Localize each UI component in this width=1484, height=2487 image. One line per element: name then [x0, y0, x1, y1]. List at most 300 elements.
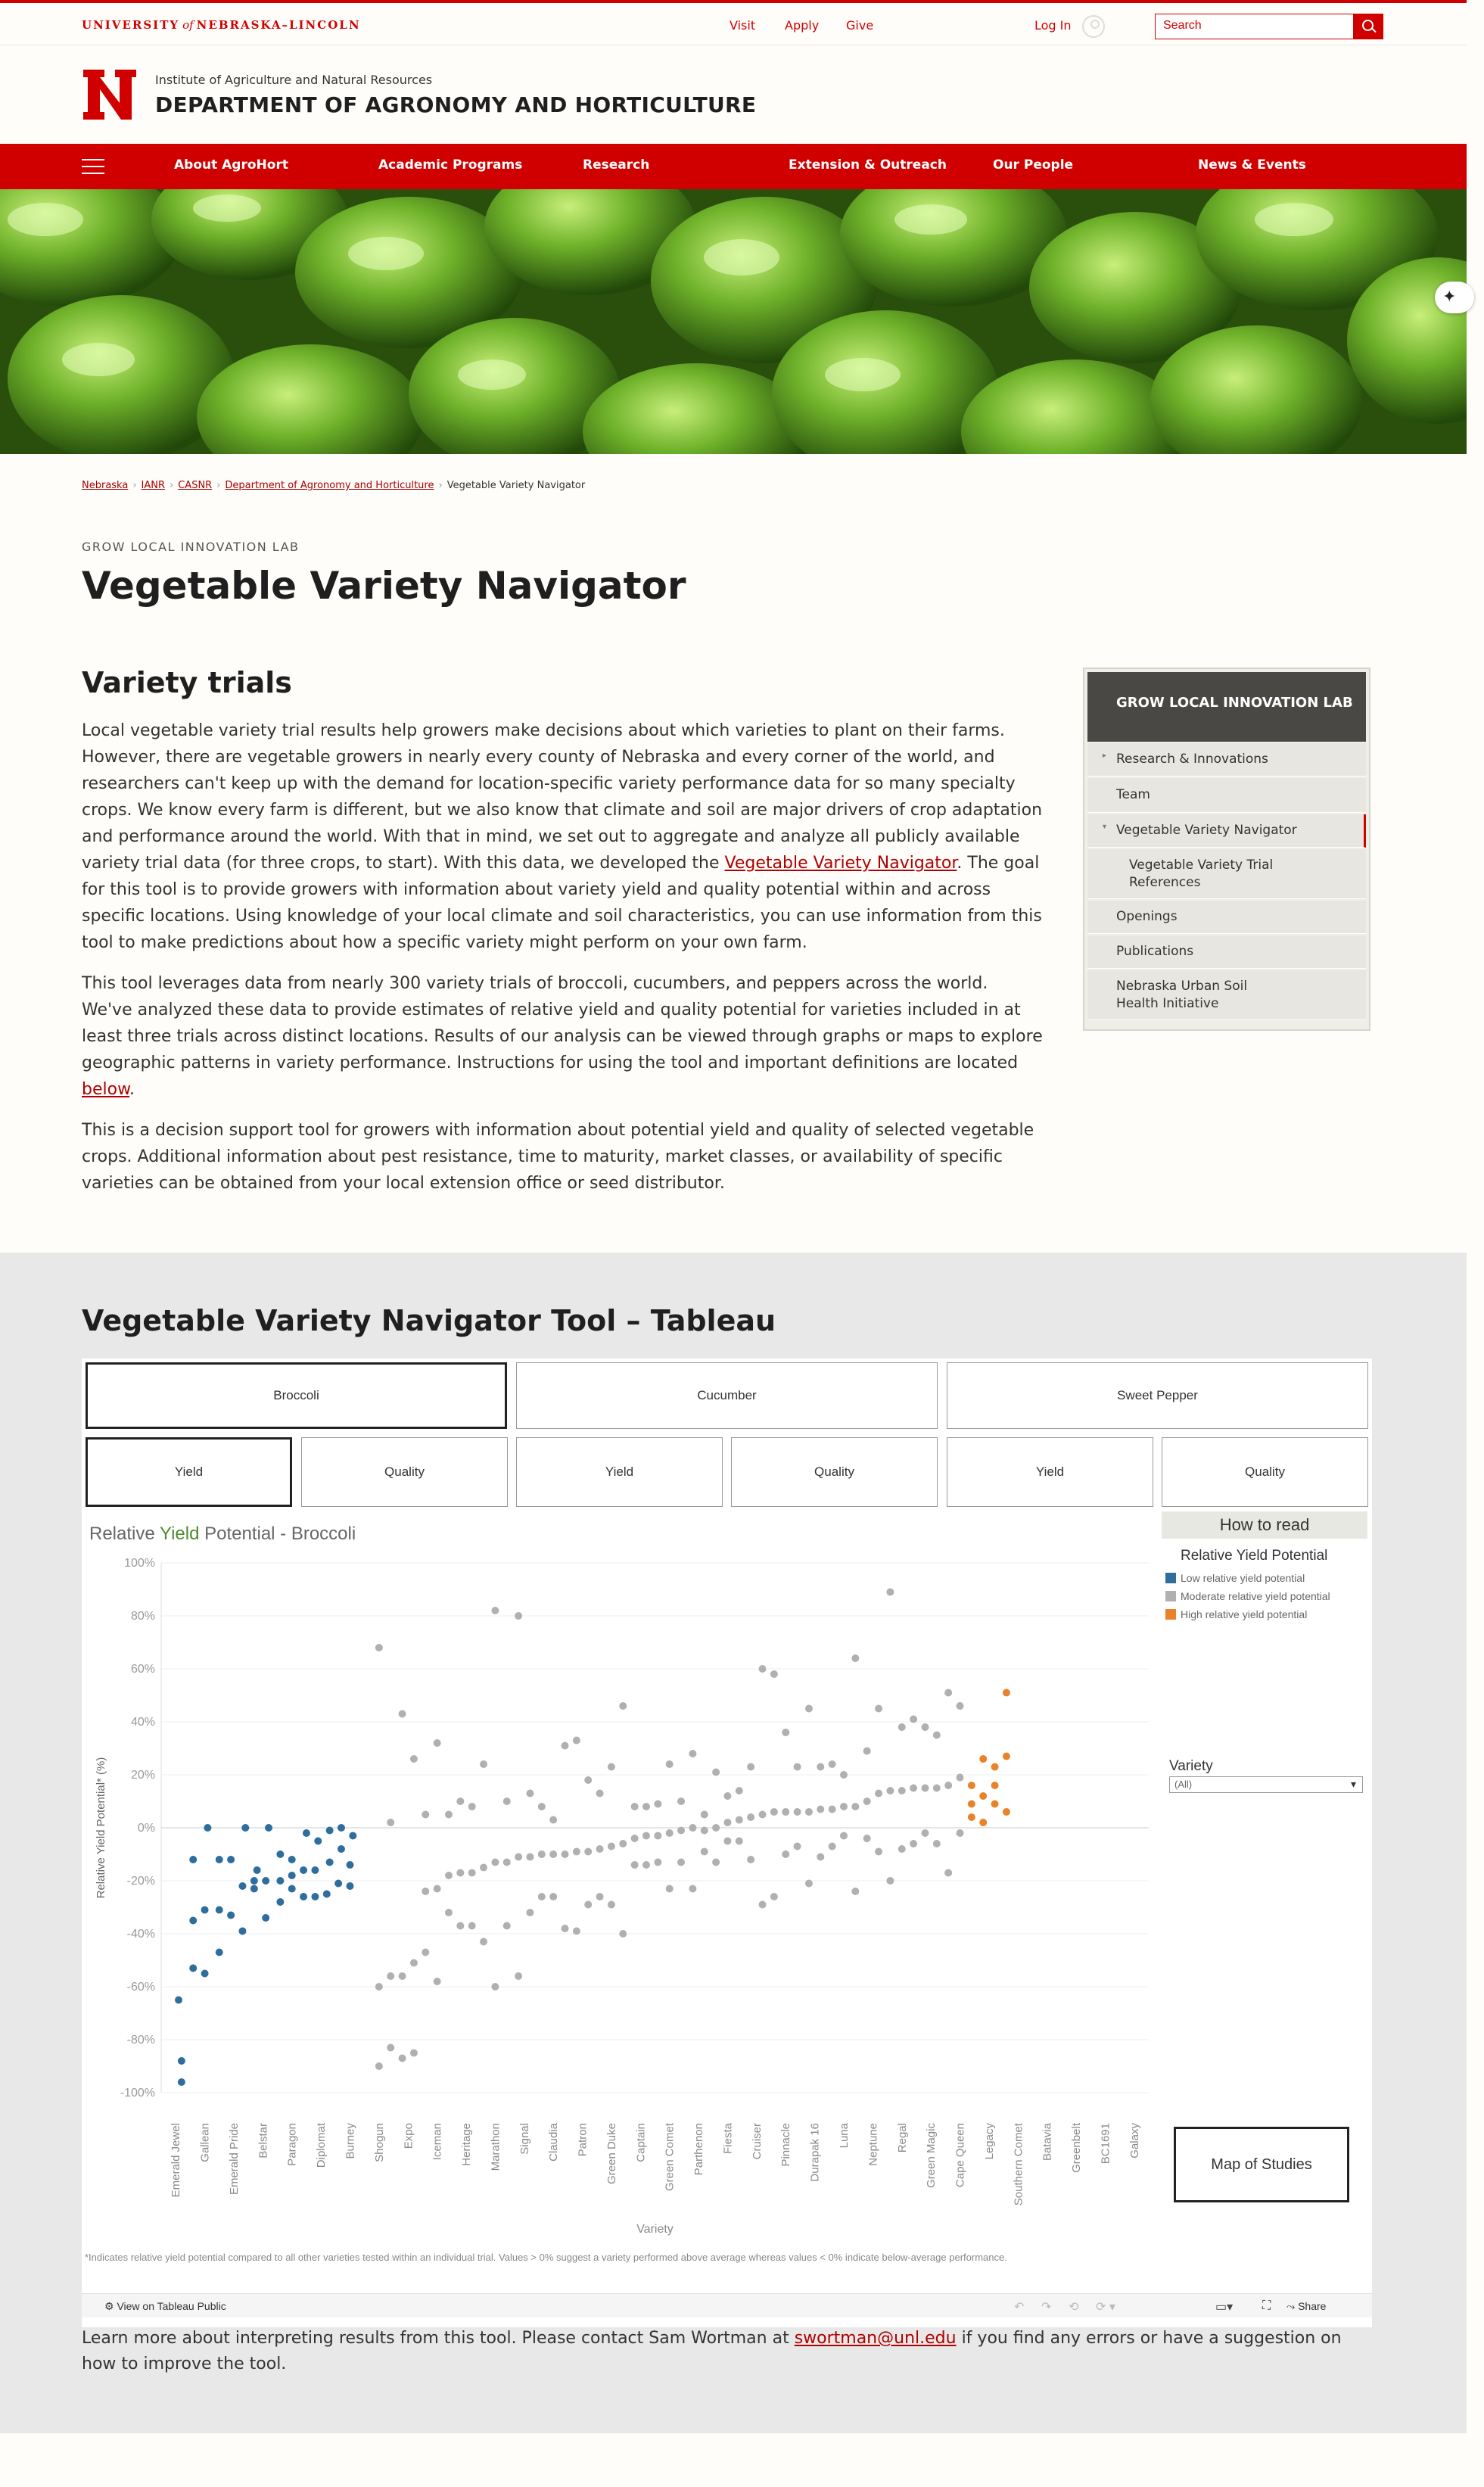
tool-title: Vegetable Variety Navigator Tool – Tableau — [82, 1304, 776, 1337]
data-point — [851, 1888, 859, 1895]
data-point — [311, 1866, 319, 1874]
data-point — [631, 1803, 639, 1810]
data-point — [944, 1782, 952, 1789]
y-tick-label: 60% — [130, 1663, 155, 1676]
data-point — [201, 1970, 209, 1978]
data-point — [863, 1748, 871, 1755]
data-point — [782, 1729, 789, 1736]
data-point — [794, 1808, 801, 1816]
department-header — [0, 45, 1467, 144]
data-point — [491, 1607, 499, 1614]
data-point — [851, 1654, 859, 1662]
data-point — [747, 1856, 754, 1863]
tableau-toolbar — [82, 2293, 1372, 2317]
utility-bar — [0, 0, 1467, 45]
data-point — [387, 1972, 394, 1980]
x-tick-label: Shogun — [372, 2123, 386, 2162]
data-point — [538, 1850, 546, 1858]
data-point — [456, 1922, 464, 1930]
y-tick-label: -60% — [126, 1981, 155, 1994]
x-tick-label: Emerald Jewel — [170, 2123, 183, 2198]
x-tick-label: BC1691 — [1099, 2123, 1112, 2165]
legend-item-low: Low relative yield potential — [1165, 1572, 1305, 1584]
navigator-link[interactable]: Vegetable Variety Navigator — [724, 854, 957, 873]
data-point — [276, 1898, 284, 1906]
data-point — [178, 2078, 185, 2086]
data-point — [387, 1819, 394, 1826]
data-point — [216, 1906, 223, 1914]
nav-research[interactable]: Research — [583, 157, 650, 173]
data-point — [875, 1705, 882, 1713]
user-icon[interactable] — [1082, 15, 1105, 38]
data-point — [434, 1739, 441, 1747]
data-point — [596, 1845, 604, 1853]
x-tick-label: Marathon — [489, 2123, 502, 2171]
data-point — [399, 1972, 406, 1980]
metric-tab-pepper-yield[interactable]: Yield — [947, 1437, 1153, 1507]
x-tick-label: Regal — [895, 2123, 909, 2153]
data-point — [515, 1854, 522, 1861]
section-title: Variety trials — [82, 666, 292, 699]
dept-title[interactable]: DEPARTMENT OF AGRONOMY AND HORTICULTURE — [155, 92, 757, 117]
metric-tab-cucumber-yield[interactable]: Yield — [516, 1437, 723, 1507]
data-point — [410, 2050, 418, 2057]
revert-icon[interactable]: ⟲ — [1069, 2301, 1079, 2314]
menu-icon[interactable] — [82, 159, 104, 174]
data-point — [250, 1885, 258, 1893]
sidebar-heading[interactable]: GROW LOCAL INNOVATION LAB — [1087, 672, 1366, 742]
data-point — [631, 1835, 639, 1842]
x-tick-label: Signal — [518, 2123, 531, 2155]
data-point — [829, 1760, 836, 1768]
data-point — [712, 1859, 720, 1866]
data-point — [921, 1785, 929, 1792]
data-point — [338, 1845, 345, 1853]
x-tick-label: Legacy — [982, 2123, 996, 2160]
nav-about[interactable]: About AgroHort — [174, 157, 288, 173]
x-tick-label: Green Duke — [605, 2123, 618, 2184]
data-point — [759, 1901, 767, 1909]
data-point — [434, 1978, 441, 1985]
data-point — [968, 1801, 975, 1808]
data-point — [979, 1755, 987, 1763]
data-point — [654, 1859, 661, 1866]
hero-image-peppers — [0, 189, 1467, 454]
data-point — [288, 1856, 296, 1863]
x-tick-label: Diplomat — [315, 2123, 328, 2168]
crop-tab-broccoli[interactable]: Broccoli — [86, 1362, 507, 1429]
data-point — [410, 1755, 418, 1763]
data-point — [851, 1803, 859, 1810]
x-tick-label: Emerald Pride — [227, 2123, 241, 2196]
data-point — [759, 1811, 767, 1819]
data-point — [805, 1705, 813, 1713]
data-point — [608, 1843, 615, 1850]
give-link[interactable]: Give — [846, 18, 874, 33]
share-button[interactable]: ⤳ Share — [1286, 2300, 1327, 2312]
y-tick-label: -100% — [120, 2087, 155, 2099]
data-point — [262, 1914, 269, 1922]
data-point — [314, 1838, 322, 1845]
data-point — [619, 1930, 627, 1938]
data-point — [201, 1906, 209, 1914]
data-point — [631, 1861, 639, 1869]
y-tick-label: 0% — [137, 1822, 155, 1835]
data-point — [991, 1801, 999, 1808]
y-tick-label: -20% — [126, 1875, 155, 1888]
data-point — [303, 1829, 310, 1837]
data-point — [723, 1838, 731, 1845]
data-point — [677, 1859, 685, 1866]
sidebar-item-openings[interactable]: Openings — [1087, 901, 1366, 934]
search-button[interactable] — [1353, 14, 1383, 39]
refresh-icon[interactable]: ⟳ ▾ — [1096, 2301, 1115, 2314]
data-point — [817, 1806, 824, 1813]
data-point — [863, 1835, 871, 1842]
data-point — [642, 1803, 650, 1810]
sidebar-nav — [1083, 668, 1370, 1031]
data-point — [689, 1750, 696, 1757]
data-point — [265, 1824, 272, 1832]
data-point — [817, 1763, 824, 1771]
data-point — [747, 1813, 754, 1821]
data-point — [886, 1877, 894, 1885]
scatter-chart — [82, 1548, 1156, 2274]
data-point — [422, 1811, 429, 1819]
y-tick-label: 100% — [124, 1557, 155, 1570]
data-point — [991, 1782, 999, 1789]
data-point — [1003, 1689, 1010, 1697]
data-point — [770, 1893, 778, 1900]
main-nav — [0, 144, 1467, 189]
data-point — [968, 1782, 975, 1789]
fullscreen-icon[interactable]: ⛶ — [1262, 2299, 1271, 2312]
data-point — [712, 1769, 720, 1776]
y-tick-label: -40% — [126, 1928, 155, 1941]
data-point — [175, 1997, 182, 2004]
data-point — [311, 1893, 319, 1900]
x-tick-label: Cruiser — [750, 2123, 764, 2160]
data-point — [759, 1665, 767, 1673]
map-of-studies-button[interactable]: Map of Studies — [1174, 2127, 1349, 2202]
data-point — [689, 1824, 696, 1832]
metric-tab-broccoli-yield[interactable]: Yield — [86, 1437, 292, 1507]
data-point — [701, 1848, 708, 1856]
chart-footnote: *Indicates relative yield potential compared to all other varieties tested within an individual trial. Values > 0% suggest a variety performed above average whereas values < 0% indicate below-average performance. — [85, 2252, 1007, 2263]
data-point — [642, 1861, 650, 1869]
sparkle-assistant-icon[interactable]: ✦ — [1435, 282, 1474, 313]
university-wordmark[interactable]: UNIVERSITY of NEBRASKA–LINCOLN — [82, 18, 361, 32]
data-point — [666, 1885, 674, 1893]
data-point — [216, 1949, 223, 1956]
data-point — [794, 1843, 801, 1850]
data-point — [334, 1880, 342, 1888]
sidebar-item-trial-references[interactable]: Vegetable Variety Trial References — [1087, 849, 1366, 899]
data-point — [254, 1866, 261, 1874]
comment-icon[interactable]: ▭▾ — [1215, 2301, 1234, 2314]
data-point — [346, 1861, 353, 1869]
data-point — [189, 1856, 197, 1863]
data-point — [770, 1670, 778, 1678]
breadcrumb-band — [0, 454, 719, 500]
y-tick-label: -80% — [126, 2034, 155, 2047]
data-point — [898, 1723, 906, 1731]
data-point — [227, 1856, 235, 1863]
data-point — [596, 1893, 604, 1900]
data-point — [921, 1723, 929, 1731]
crop-tab-cucumber[interactable]: Cucumber — [516, 1362, 938, 1429]
x-axis-title: Variety — [636, 2223, 674, 2236]
x-tick-label: Durapak 16 — [808, 2123, 822, 2182]
data-point — [515, 1612, 522, 1620]
data-point — [338, 1824, 345, 1832]
breadcrumb-department[interactable]: Department of Agronomy and Horticulture — [225, 480, 434, 491]
x-tick-label: Greenbelt — [1070, 2123, 1084, 2173]
x-tick-label: Luna — [837, 2123, 851, 2149]
data-point — [216, 1856, 223, 1863]
data-point — [410, 1959, 418, 1967]
data-point — [991, 1763, 999, 1771]
y-axis-title: Relative Yield Potential* (%) — [95, 1757, 107, 1899]
data-point — [910, 1840, 917, 1847]
data-point — [422, 1949, 429, 1956]
data-point — [178, 2057, 185, 2065]
x-tick-label: Patron — [576, 2123, 590, 2157]
breadcrumb: Nebraska › IANR › CASNR › Department of Agronomy and Horticulture › Vegetable Variety Navigator — [82, 480, 586, 491]
data-point — [619, 1840, 627, 1847]
metric-tab-pepper-quality[interactable]: Quality — [1162, 1437, 1368, 1507]
data-point — [829, 1806, 836, 1813]
data-point — [349, 1832, 356, 1840]
x-tick-label: Gallean — [198, 2123, 212, 2162]
data-point — [238, 1882, 246, 1890]
data-point — [1003, 1753, 1010, 1760]
y-tick-label: 80% — [130, 1610, 155, 1623]
data-point — [863, 1798, 871, 1805]
data-point — [805, 1808, 813, 1816]
data-point — [491, 1859, 499, 1866]
data-point — [736, 1816, 743, 1824]
apply-link[interactable]: Apply — [785, 18, 820, 33]
data-point — [886, 1589, 894, 1596]
metric-tab-cucumber-quality[interactable]: Quality — [731, 1437, 938, 1507]
data-point — [829, 1843, 836, 1850]
data-point — [957, 1774, 964, 1782]
crop-tab-sweet-pepper[interactable]: Sweet Pepper — [947, 1362, 1368, 1429]
data-point — [562, 1742, 569, 1750]
data-point — [666, 1760, 674, 1768]
data-point — [573, 1928, 580, 1935]
data-point — [238, 1928, 246, 1935]
breadcrumb-ianr[interactable]: IANR — [141, 480, 166, 491]
data-point — [445, 1811, 453, 1819]
data-point — [584, 1848, 592, 1856]
disclaimer-paragraph: This is a decision support tool for growers with information about potential yield and quality of selected vegetable crops. Additional information about pest resistance, time to maturity, market classes, or availability of specific varieties can be obtained from your local extension office or seed distributor. — [82, 1121, 1034, 1193]
data-point — [573, 1737, 580, 1745]
x-tick-label: Green Comet — [663, 2123, 677, 2192]
data-paragraph: This tool leverages data from nearly 300 variety trials of broccoli, cucumbers, and peppers across the world. We've analyzed these data to provide estimates of relative yield and quality potential for varieties included in at least three trials across distinct locations. Results of our analysis can be viewed through graphs or maps to explore geographic patterns in variety performance. Instructions for using the tool and important definitions are located below. — [82, 974, 1043, 1099]
data-point — [515, 1972, 522, 1980]
data-point — [875, 1848, 882, 1856]
x-tick-label: Iceman — [431, 2123, 444, 2161]
data-point — [596, 1790, 604, 1798]
how-to-read-button[interactable]: How to read — [1162, 1511, 1367, 1539]
data-point — [666, 1829, 674, 1837]
legend-title: Relative Yield Potential — [1181, 1548, 1328, 1564]
x-tick-label: Cape Queen — [954, 2123, 967, 2188]
legend-item-moderate: Moderate relative yield potential — [1165, 1590, 1330, 1602]
data-point — [189, 1965, 197, 1972]
caret-right-icon: ▸ — [1103, 752, 1107, 760]
data-point — [399, 1710, 406, 1718]
data-point — [434, 1885, 441, 1893]
data-point — [456, 1798, 464, 1805]
data-point — [468, 1869, 476, 1877]
data-point — [250, 1877, 258, 1885]
nav-extension-outreach[interactable]: Extension & Outreach — [789, 157, 947, 173]
data-point — [957, 1829, 964, 1837]
data-point — [468, 1803, 476, 1810]
visit-link[interactable]: Visit — [730, 18, 756, 33]
data-point — [491, 1983, 499, 1991]
data-point — [654, 1801, 661, 1808]
closing-paragraph: Learn more about interpreting results from this tool. Please contact Sam Wortman at swortman@unl.edu if you find any errors or have a suggestion on how to improve the tool. — [82, 2329, 1342, 2373]
x-tick-label: Green Magic — [925, 2123, 938, 2188]
data-point — [747, 1763, 754, 1771]
data-point — [910, 1716, 917, 1723]
metric-tab-broccoli-quality[interactable]: Quality — [301, 1437, 508, 1507]
data-point — [375, 1983, 383, 1991]
nav-news-events[interactable]: News & Events — [1198, 157, 1306, 173]
data-point — [300, 1893, 307, 1900]
data-point — [817, 1854, 824, 1861]
nebraska-n-logo[interactable] — [82, 67, 138, 123]
data-point — [619, 1702, 627, 1710]
data-point — [910, 1785, 917, 1792]
data-point — [241, 1824, 249, 1832]
legend-item-high: High relative yield potential — [1165, 1608, 1307, 1620]
page-eyebrow: GROW LOCAL INNOVATION LAB — [82, 540, 300, 554]
data-point — [526, 1790, 534, 1798]
data-point — [445, 1909, 453, 1916]
data-point — [326, 1827, 334, 1835]
data-point — [886, 1787, 894, 1794]
data-point — [375, 2062, 383, 2070]
sidebar-item-urban-soil[interactable]: Nebraska Urban Soil Health Initiative — [1087, 970, 1366, 1020]
data-point — [933, 1732, 941, 1739]
login-link[interactable]: Log In — [1034, 18, 1072, 33]
data-point — [375, 1644, 383, 1651]
redo-icon[interactable]: ↷ — [1041, 2301, 1052, 2314]
data-point — [805, 1880, 813, 1888]
data-point — [189, 1917, 197, 1925]
data-point — [1003, 1808, 1010, 1816]
data-point — [701, 1811, 708, 1819]
data-point — [736, 1838, 743, 1845]
x-tick-label: Fiesta — [721, 2123, 735, 2154]
data-point — [944, 1869, 952, 1877]
sidebar-item-research[interactable]: ▸ Research & Innovations — [1087, 743, 1366, 777]
below-link[interactable]: below — [82, 1080, 130, 1099]
x-tick-label: Galaxy — [1128, 2123, 1141, 2159]
data-point — [677, 1798, 685, 1805]
sidebar-item-navigator[interactable]: ▾ Vegetable Variety Navigator — [1087, 814, 1366, 848]
data-point — [979, 1819, 987, 1826]
data-point — [736, 1787, 743, 1794]
y-tick-label: 40% — [130, 1716, 155, 1729]
dept-subtitle: Institute of Agriculture and Natural Resources — [155, 73, 433, 87]
breadcrumb-casnr[interactable]: CASNR — [178, 480, 213, 491]
data-point — [445, 1872, 453, 1879]
data-point — [300, 1866, 307, 1874]
data-point — [503, 1922, 511, 1930]
data-point — [204, 1824, 211, 1832]
data-point — [538, 1893, 546, 1900]
email-link[interactable]: swortman@unl.edu — [794, 2329, 957, 2348]
data-point — [387, 2044, 394, 2052]
data-point — [503, 1798, 511, 1805]
x-tick-label: Parthenon — [692, 2123, 706, 2176]
data-point — [562, 1925, 569, 1932]
sidebar-item-team[interactable]: Team — [1087, 778, 1366, 813]
data-point — [227, 1912, 235, 1919]
data-point — [456, 1869, 464, 1877]
variety-filter-select[interactable]: (All) ▾ — [1169, 1776, 1363, 1793]
data-point — [701, 1827, 708, 1835]
view-on-tableau-public-link[interactable]: ⚙ View on Tableau Public — [104, 2300, 226, 2312]
variety-filter-label: Variety — [1169, 1758, 1213, 1774]
data-point — [933, 1785, 941, 1792]
data-point — [642, 1832, 650, 1840]
search-input[interactable]: Search — [1155, 14, 1355, 39]
sidebar-item-publications[interactable]: Publications — [1087, 935, 1366, 969]
data-point — [468, 1922, 476, 1930]
breadcrumb-nebraska[interactable]: Nebraska — [82, 480, 129, 491]
data-point — [422, 1888, 429, 1895]
data-point — [840, 1832, 848, 1840]
data-point — [503, 1859, 511, 1866]
data-point — [654, 1832, 661, 1840]
chart-title: Relative Yield Potential - Broccoli — [89, 1524, 356, 1544]
data-point — [677, 1827, 685, 1835]
data-point — [549, 1893, 557, 1900]
undo-icon[interactable]: ↶ — [1014, 2301, 1025, 2314]
page-title: Vegetable Variety Navigator — [82, 564, 686, 608]
nav-academic-programs[interactable]: Academic Programs — [378, 157, 523, 173]
x-tick-label: Burney — [344, 2123, 357, 2159]
data-point — [723, 1819, 731, 1826]
data-point — [573, 1848, 580, 1856]
caret-down-icon: ▾ — [1103, 823, 1107, 831]
data-point — [562, 1850, 569, 1858]
tableau-embed — [82, 1359, 1372, 2327]
data-point — [979, 1792, 987, 1800]
data-point — [480, 1938, 487, 1946]
nav-our-people[interactable]: Our People — [993, 157, 1074, 173]
data-point — [549, 1850, 557, 1858]
intro-paragraph: Local vegetable variety trial results help growers make decisions about which varieties to plant on their farms. However, there are vegetable growers in nearly every county of Nebraska and every corner of the world, and researchers can't keep up with the demand for location-specific variety performance data for so many specialty crops. We know every farm is different, but we also know that climate and soil are major drivers of crop adaptation and performance around the world. With that in mind, we set out to aggregate and analyze all publicly available variety trial data (for three crops, to start). With this data, we developed the Vegetable Variety Navigator. The goal for this tool is to provide growers with information about variety yield and quality potential within and across specific locations. Using knowledge of your local climate and soil characteristics, you can use information from this tool to make predictions about how a specific variety might perform on your own farm. — [82, 721, 1043, 952]
x-tick-label: Neptune — [866, 2123, 880, 2166]
data-point — [782, 1850, 789, 1858]
data-point — [480, 1760, 487, 1768]
data-point — [608, 1901, 615, 1909]
data-point — [276, 1850, 284, 1858]
x-tick-label: Expo — [402, 2123, 415, 2149]
data-point — [323, 1891, 331, 1898]
data-point — [782, 1808, 789, 1816]
x-tick-label: Batavia — [1041, 2123, 1054, 2162]
x-tick-label: Belstar — [257, 2123, 270, 2159]
